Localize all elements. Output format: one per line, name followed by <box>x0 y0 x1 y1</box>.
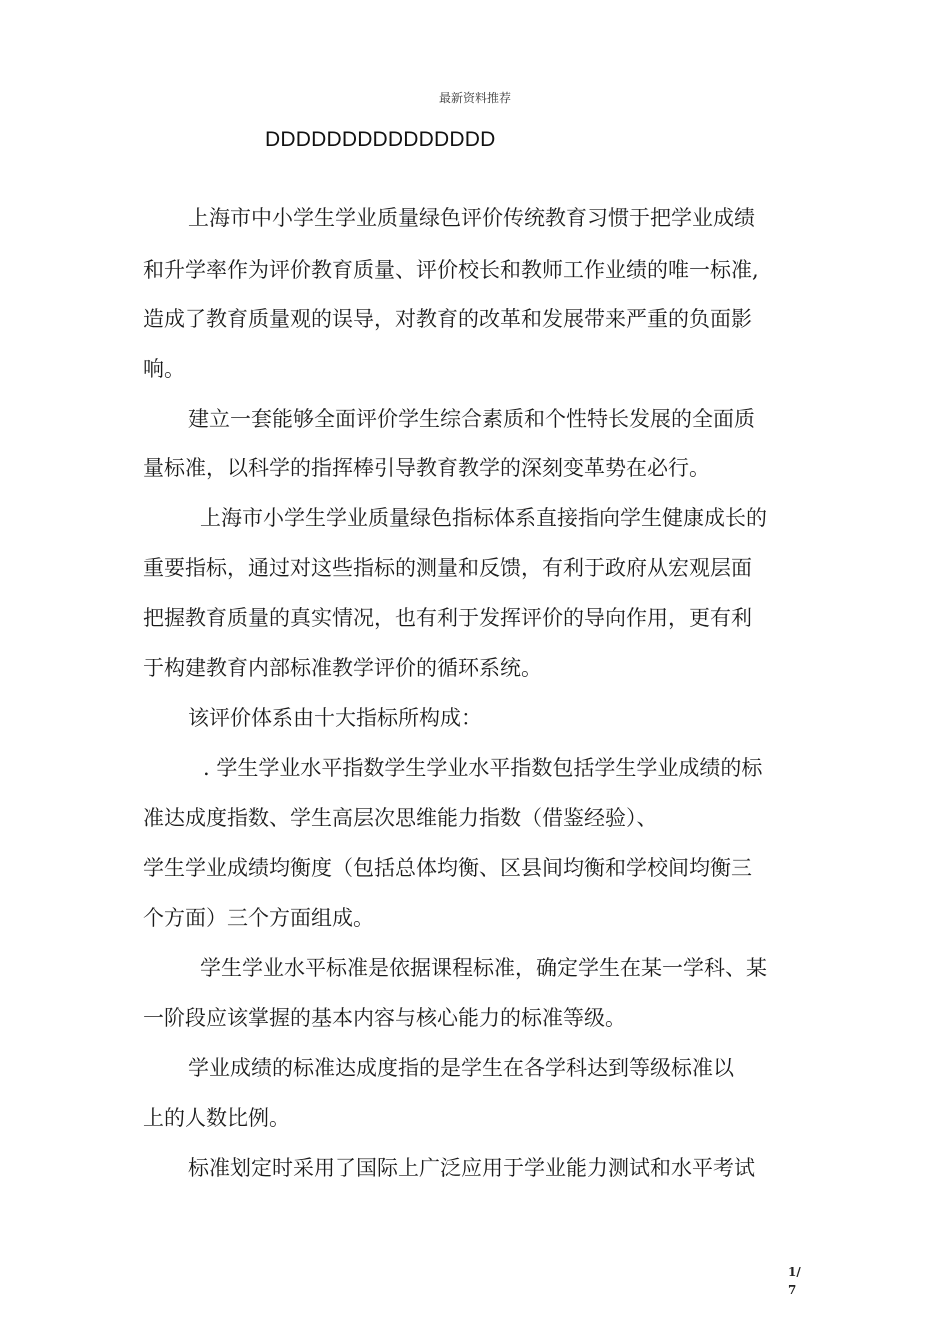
text-line: 和升学率作为评价教育质量、评价校长和教师工作业绩的唯一标准, <box>143 258 759 282</box>
text-line: . 学生学业水平指数学生学业水平指数包括学生学业成绩的标 <box>203 756 763 780</box>
text-line: 上海市小学生学业质量绿色指标体系直接指向学生健康成长的 <box>200 506 767 530</box>
document-title: DDDDDDDDDDDDDDD <box>265 128 496 151</box>
text-line: 该评价体系由十大指标所构成： <box>188 706 482 730</box>
page-number-current: 1/ <box>788 1265 801 1279</box>
text-line: 学业成绩的标准达成度指的是学生在各学科达到等级标准以 <box>188 1056 734 1080</box>
page-number-total: 7 <box>788 1283 797 1297</box>
text-line: 响。 <box>143 357 185 381</box>
text-line: 标准划定时采用了国际上广泛应用于学业能力测试和水平考试 <box>188 1156 755 1180</box>
text-line: 造成了教育质量观的误导，对教育的改革和发展带来严重的负面影 <box>143 307 752 331</box>
text-line: 上海市中小学生学业质量绿色评价传统教育习惯于把学业成绩 <box>188 206 755 230</box>
text-line: 上的人数比例。 <box>143 1106 290 1130</box>
text-line: 重要指标，通过对这些指标的测量和反馈，有利于政府从宏观层面 <box>143 556 752 580</box>
page-header: 最新资料推荐 <box>438 91 511 105</box>
text-line: 建立一套能够全面评价学生综合素质和个性特长发展的全面质 <box>188 407 755 431</box>
text-line: 量标准，以科学的指挥棒引导教育教学的深刻变革势在必行。 <box>143 456 710 480</box>
text-line: 学生学业成绩均衡度（包括总体均衡、区县间均衡和学校间均衡三 <box>143 856 752 880</box>
text-line: 于构建教育内部标准教学评价的循环系统。 <box>143 656 542 680</box>
text-line: 准达成度指数、学生高层次思维能力指数（借鉴经验）、 <box>143 806 658 830</box>
text-line: 把握教育质量的真实情况，也有利于发挥评价的导向作用，更有利 <box>143 606 752 630</box>
text-line: 一阶段应该掌握的基本内容与核心能力的标准等级。 <box>143 1006 626 1030</box>
text-line: 个方面）三个方面组成。 <box>143 906 374 930</box>
text-line: 学生学业水平标准是依据课程标准，确定学生在某一学科、某 <box>200 956 767 980</box>
page-number <box>788 1263 801 1299</box>
